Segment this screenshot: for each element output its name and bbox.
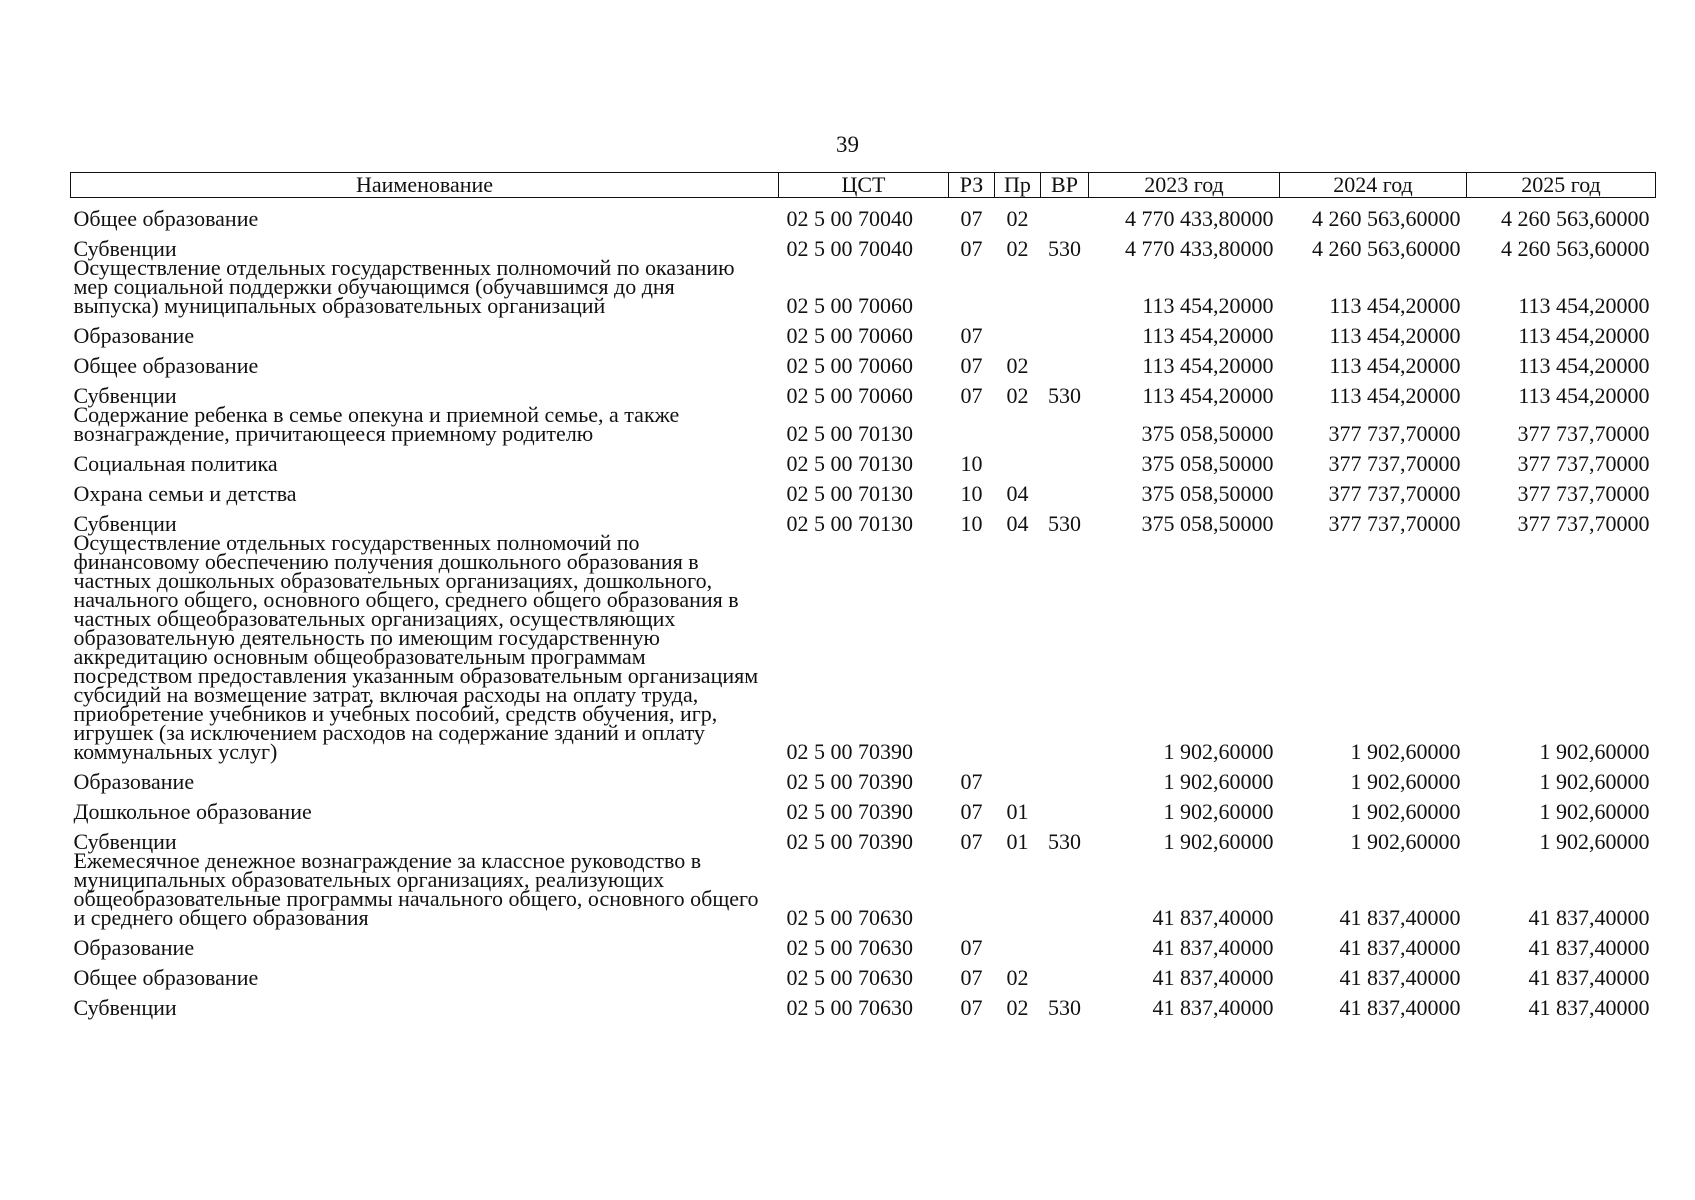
cell-rz: 07 xyxy=(960,994,983,1020)
cell-rz: 07 xyxy=(960,934,983,960)
table-row xyxy=(71,791,1656,821)
cell-pr xyxy=(995,443,1041,473)
cell-name: Субвенции xyxy=(73,994,177,1020)
cell-cst: 02 5 00 70060 xyxy=(786,322,913,348)
table-row xyxy=(71,927,1656,957)
cell-2025: 377 737,70000 xyxy=(1517,420,1650,446)
cell-rz: 10 xyxy=(960,510,983,536)
cell-cst: 02 5 00 70390 xyxy=(786,798,913,824)
table-row xyxy=(71,821,1656,851)
table-row xyxy=(71,345,1656,375)
cell-rz: 07 xyxy=(960,352,983,378)
cell-cst: 02 5 00 70630 xyxy=(786,964,913,990)
cell-vr: 530 xyxy=(1048,994,1081,1020)
cell-pr: 01 xyxy=(1006,828,1029,854)
cell-rz: 07 xyxy=(960,235,983,261)
cell-name: Осуществление отдельных государственных полномочий по оказанию мер социальной поддержки обучающимся (обучавшимся до дня выпуска) муниципальных образовательных организаций xyxy=(73,254,735,318)
cell-vr: 530 xyxy=(1048,382,1081,408)
cell-name: Образование xyxy=(73,768,195,794)
cell-2025: 377 737,70000 xyxy=(1517,480,1650,506)
cell-name: Общее образование xyxy=(73,964,259,990)
cell-2024: 113 454,20000 xyxy=(1329,352,1461,378)
cell-2024: 41 837,40000 xyxy=(1339,964,1461,990)
cell-rz: 07 xyxy=(960,322,983,348)
table-row xyxy=(71,443,1656,473)
cell-vr xyxy=(1041,791,1089,821)
cell-pr xyxy=(995,405,1041,443)
budget-table xyxy=(70,172,1656,1020)
cell-2025: 377 737,70000 xyxy=(1517,510,1650,536)
cell-2025: 4 260 563,60000 xyxy=(1501,205,1650,231)
table-row xyxy=(71,375,1656,405)
cell-rz: 07 xyxy=(960,798,983,824)
cell-2023: 1 902,60000 xyxy=(1163,828,1274,854)
cell-2024: 1 902,60000 xyxy=(1350,828,1461,854)
cell-name: Субвенции xyxy=(73,828,177,854)
cell-2023: 41 837,40000 xyxy=(1152,934,1274,960)
col-header-cst: ЦСТ xyxy=(779,173,949,198)
cell-pr: 02 xyxy=(1006,352,1029,378)
cell-2023: 375 058,50000 xyxy=(1141,420,1274,446)
cell-cst: 02 5 00 70390 xyxy=(786,738,913,764)
cell-2023: 375 058,50000 xyxy=(1141,450,1274,476)
cell-pr: 01 xyxy=(1006,798,1029,824)
cell-name: Ежемесячное денежное вознаграждение за классное руководство в муниципальных образовательных организациях, реализующих общеобразовательные программы начального общего, основного общего и среднего общего образования xyxy=(73,847,759,930)
cell-vr xyxy=(1041,473,1089,503)
cell-2023: 113 454,20000 xyxy=(1142,382,1274,408)
cell-2024: 41 837,40000 xyxy=(1339,994,1461,1020)
cell-2023: 1 902,60000 xyxy=(1163,798,1274,824)
cell-pr xyxy=(995,533,1041,761)
table-row xyxy=(71,533,1656,761)
table-row xyxy=(71,503,1656,533)
cell-vr xyxy=(1041,345,1089,375)
cell-rz: 07 xyxy=(960,382,983,408)
cell-pr: 02 xyxy=(1006,235,1029,261)
cell-2024: 377 737,70000 xyxy=(1328,450,1461,476)
table-row xyxy=(71,198,1656,228)
cell-2024: 113 454,20000 xyxy=(1329,322,1461,348)
col-header-name: Наименование xyxy=(71,173,779,198)
col-header-pr: Пр xyxy=(995,173,1041,198)
cell-2024: 377 737,70000 xyxy=(1328,420,1461,446)
cell-2024: 113 454,20000 xyxy=(1329,292,1461,318)
cell-rz xyxy=(949,851,995,927)
cell-2025: 113 454,20000 xyxy=(1518,292,1650,318)
cell-name: Содержание ребенка в семье опекуна и приемной семье, а также вознаграждение, причитающееся приемному родителю xyxy=(73,401,680,446)
cell-pr: 02 xyxy=(1006,994,1029,1020)
cell-2023: 113 454,20000 xyxy=(1142,322,1274,348)
cell-pr xyxy=(995,851,1041,927)
table-row xyxy=(71,405,1656,443)
cell-vr xyxy=(1041,405,1089,443)
cell-name: Дошкольное образование xyxy=(73,798,312,824)
cell-vr xyxy=(1041,957,1089,987)
cell-2023: 41 837,40000 xyxy=(1152,994,1274,1020)
cell-rz xyxy=(949,405,995,443)
cell-pr xyxy=(995,761,1041,791)
cell-2023: 4 770 433,80000 xyxy=(1125,235,1274,261)
cell-cst: 02 5 00 70040 xyxy=(786,205,913,231)
cell-2025: 1 902,60000 xyxy=(1539,738,1650,764)
cell-pr: 04 xyxy=(1006,480,1029,506)
cell-vr xyxy=(1041,443,1089,473)
cell-2025: 4 260 563,60000 xyxy=(1501,235,1650,261)
col-header-rz: РЗ xyxy=(949,173,995,198)
table-row xyxy=(71,228,1656,258)
cell-2023: 4 770 433,80000 xyxy=(1125,205,1274,231)
cell-pr xyxy=(995,258,1041,315)
cell-cst: 02 5 00 70630 xyxy=(786,904,913,930)
cell-cst: 02 5 00 70060 xyxy=(786,382,913,408)
cell-2024: 1 902,60000 xyxy=(1350,768,1461,794)
cell-name: Субвенции xyxy=(73,382,177,408)
cell-2024: 1 902,60000 xyxy=(1350,798,1461,824)
cell-rz xyxy=(949,258,995,315)
cell-vr: 530 xyxy=(1048,828,1081,854)
cell-2024: 113 454,20000 xyxy=(1329,382,1461,408)
cell-cst: 02 5 00 70130 xyxy=(786,450,913,476)
cell-name: Субвенции xyxy=(73,510,177,536)
cell-2023: 41 837,40000 xyxy=(1152,904,1274,930)
cell-2024: 377 737,70000 xyxy=(1328,510,1461,536)
cell-vr: 530 xyxy=(1048,510,1081,536)
cell-vr: 530 xyxy=(1048,235,1081,261)
col-header-vr: ВР xyxy=(1041,173,1089,198)
cell-2024: 377 737,70000 xyxy=(1328,480,1461,506)
cell-2025: 113 454,20000 xyxy=(1518,322,1650,348)
cell-2024: 1 902,60000 xyxy=(1350,738,1461,764)
cell-name: Осуществление отдельных государственных полномочий по финансовому обеспечению получения дошкольного образования в частных дошкольных образовательных организациях, дошкольного, начального общего, основного общего, среднего общего образования в частных общеобразовательных организациях, осуществляющих образовательную деятельность по имеющим государственную аккредитацию основным общеобразовательным программам посредством предоставления указанным образовательным организациям субсидий на возмещение затрат, включая расходы на оплату труда, приобретение учебников и учебных пособий, средств обучения, игр, игрушек (за исключением расходов на содержание зданий и оплату коммунальных услуг) xyxy=(73,529,759,764)
cell-pr: 02 xyxy=(1006,205,1029,231)
cell-cst: 02 5 00 70630 xyxy=(786,994,913,1020)
cell-cst: 02 5 00 70130 xyxy=(786,420,913,446)
cell-rz: 07 xyxy=(960,828,983,854)
table-row xyxy=(71,473,1656,503)
col-header-2023: 2023 год xyxy=(1089,173,1280,198)
cell-cst: 02 5 00 70390 xyxy=(786,828,913,854)
cell-pr: 02 xyxy=(1006,964,1029,990)
cell-vr xyxy=(1041,533,1089,761)
cell-2023: 113 454,20000 xyxy=(1142,352,1274,378)
cell-name: Общее образование xyxy=(73,352,259,378)
cell-cst: 02 5 00 70060 xyxy=(786,352,913,378)
cell-2025: 41 837,40000 xyxy=(1528,964,1650,990)
table-row xyxy=(71,761,1656,791)
cell-2023: 375 058,50000 xyxy=(1141,510,1274,536)
cell-2025: 1 902,60000 xyxy=(1539,768,1650,794)
cell-2025: 41 837,40000 xyxy=(1528,994,1650,1020)
cell-2025: 113 454,20000 xyxy=(1518,352,1650,378)
cell-2024: 41 837,40000 xyxy=(1339,934,1461,960)
cell-2025: 1 902,60000 xyxy=(1539,798,1650,824)
table-row xyxy=(71,957,1656,987)
cell-vr xyxy=(1041,198,1089,228)
cell-cst: 02 5 00 70060 xyxy=(786,292,913,318)
table-row xyxy=(71,851,1656,927)
header-row xyxy=(71,173,1656,198)
cell-2025: 41 837,40000 xyxy=(1528,934,1650,960)
cell-pr xyxy=(995,315,1041,345)
cell-2025: 113 454,20000 xyxy=(1518,382,1650,408)
cell-name: Субвенции xyxy=(73,235,177,261)
cell-name: Социальная политика xyxy=(73,450,278,476)
cell-name: Образование xyxy=(73,322,195,348)
cell-2023: 41 837,40000 xyxy=(1152,964,1274,990)
cell-2025: 1 902,60000 xyxy=(1539,828,1650,854)
cell-2023: 375 058,50000 xyxy=(1141,480,1274,506)
cell-rz: 10 xyxy=(960,480,983,506)
cell-rz: 07 xyxy=(960,964,983,990)
cell-2023: 113 454,20000 xyxy=(1142,292,1274,318)
cell-vr xyxy=(1041,315,1089,345)
cell-cst: 02 5 00 70390 xyxy=(786,768,913,794)
cell-name: Общее образование xyxy=(73,205,259,231)
cell-rz: 07 xyxy=(960,768,983,794)
cell-rz xyxy=(949,533,995,761)
cell-2024: 4 260 563,60000 xyxy=(1312,205,1461,231)
cell-vr xyxy=(1041,851,1089,927)
cell-2023: 1 902,60000 xyxy=(1163,768,1274,794)
page-number: 39 xyxy=(836,132,859,157)
cell-cst: 02 5 00 70130 xyxy=(786,480,913,506)
col-header-2024: 2024 год xyxy=(1280,173,1467,198)
cell-cst: 02 5 00 70630 xyxy=(786,934,913,960)
cell-name: Образование xyxy=(73,934,195,960)
cell-pr: 04 xyxy=(1006,510,1029,536)
cell-rz: 07 xyxy=(960,205,983,231)
col-header-2025: 2025 год xyxy=(1467,173,1656,198)
table-row xyxy=(71,315,1656,345)
cell-2025: 377 737,70000 xyxy=(1517,450,1650,476)
cell-rz: 10 xyxy=(960,450,983,476)
cell-vr xyxy=(1041,258,1089,315)
cell-pr: 02 xyxy=(1006,382,1029,408)
table-header xyxy=(71,173,1656,198)
cell-pr xyxy=(995,927,1041,957)
cell-cst: 02 5 00 70130 xyxy=(786,510,913,536)
table-body xyxy=(71,198,1656,1020)
cell-2025: 41 837,40000 xyxy=(1528,904,1650,930)
table-row xyxy=(71,987,1656,1017)
cell-cst: 02 5 00 70040 xyxy=(786,235,913,261)
cell-2023: 1 902,60000 xyxy=(1163,738,1274,764)
cell-vr xyxy=(1041,927,1089,957)
table-row xyxy=(71,258,1656,315)
cell-vr xyxy=(1041,761,1089,791)
cell-2024: 4 260 563,60000 xyxy=(1312,235,1461,261)
cell-2024: 41 837,40000 xyxy=(1339,904,1461,930)
cell-name: Охрана семьи и детства xyxy=(73,480,297,506)
